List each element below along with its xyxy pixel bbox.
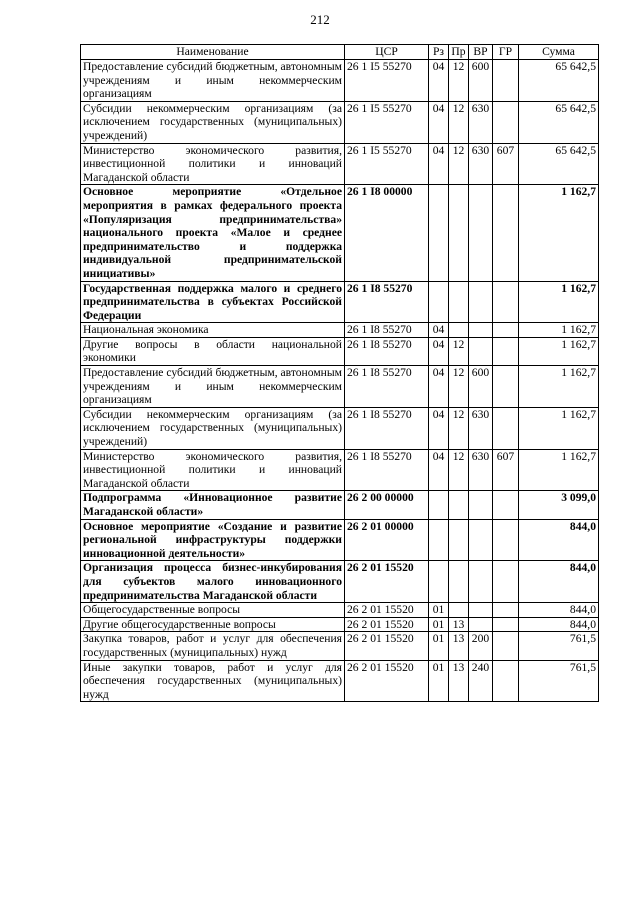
row-csr-cell: 26 1 I8 55270 <box>345 366 429 408</box>
row-sum-cell: 1 162,7 <box>519 366 599 408</box>
row-vr-cell <box>469 603 493 618</box>
table-row <box>81 660 599 702</box>
row-csr-cell: 26 1 I8 55270 <box>345 323 429 338</box>
table-row <box>81 561 599 603</box>
row-name-cell: Министерство экономического развития, инвестиционной политики и инноваций Магаданской области <box>81 449 345 491</box>
row-gr-cell <box>493 337 519 365</box>
row-vr-cell <box>469 519 493 561</box>
row-rz-cell <box>429 185 449 281</box>
row-sum-cell: 1 162,7 <box>519 337 599 365</box>
table-row <box>81 323 599 338</box>
header-sum: Сумма <box>519 45 599 60</box>
row-sum-cell: 1 162,7 <box>519 407 599 449</box>
row-vr-cell <box>469 617 493 632</box>
header-rz: Рз <box>429 45 449 60</box>
row-gr-cell <box>493 660 519 702</box>
header-pr: Пр <box>449 45 469 60</box>
row-name-cell: Подпрограмма «Инновационное развитие Магаданской области» <box>81 491 345 519</box>
row-csr-cell: 26 1 I5 55270 <box>345 60 429 102</box>
table-row <box>81 491 599 519</box>
row-name-cell: Предоставление субсидий бюджетным, автономным учреждениям и иным некоммерческим организациям <box>81 60 345 102</box>
row-name-cell: Предоставление субсидий бюджетным, автономным учреждениям и иным некоммерческим организациям <box>81 366 345 408</box>
table-row <box>81 449 599 491</box>
row-vr-cell <box>469 281 493 323</box>
row-sum-cell: 1 162,7 <box>519 185 599 281</box>
row-vr-cell: 630 <box>469 407 493 449</box>
row-gr-cell <box>493 632 519 660</box>
row-name-cell: Национальная экономика <box>81 323 345 338</box>
row-pr-cell <box>449 323 469 338</box>
table-row <box>81 617 599 632</box>
row-pr-cell: 12 <box>449 101 469 143</box>
row-rz-cell <box>429 561 449 603</box>
row-vr-cell <box>469 561 493 603</box>
row-gr-cell <box>493 603 519 618</box>
header-csr: ЦСР <box>345 45 429 60</box>
row-csr-cell: 26 1 I5 55270 <box>345 143 429 185</box>
table-row <box>81 603 599 618</box>
row-gr-cell <box>493 101 519 143</box>
row-rz-cell: 04 <box>429 323 449 338</box>
row-sum-cell: 844,0 <box>519 603 599 618</box>
row-csr-cell: 26 1 I8 55270 <box>345 407 429 449</box>
row-gr-cell <box>493 407 519 449</box>
row-gr-cell <box>493 561 519 603</box>
row-rz-cell: 04 <box>429 366 449 408</box>
row-vr-cell: 200 <box>469 632 493 660</box>
row-name-cell: Субсидии некоммерческим организациям (за исключением государственных (муниципальных) учреждений) <box>81 407 345 449</box>
row-vr-cell <box>469 323 493 338</box>
row-pr-cell <box>449 561 469 603</box>
table-row <box>81 366 599 408</box>
row-pr-cell <box>449 185 469 281</box>
row-name-cell: Государственная поддержка малого и среднего предпринимательства в субъектах Российской Федерации <box>81 281 345 323</box>
row-rz-cell: 01 <box>429 617 449 632</box>
row-rz-cell <box>429 281 449 323</box>
row-pr-cell: 13 <box>449 660 469 702</box>
row-name-cell: Министерство экономического развития, инвестиционной политики и инноваций Магаданской области <box>81 143 345 185</box>
row-csr-cell: 26 2 01 15520 <box>345 660 429 702</box>
header-gr: ГР <box>493 45 519 60</box>
row-sum-cell: 1 162,7 <box>519 281 599 323</box>
row-pr-cell: 12 <box>449 449 469 491</box>
row-pr-cell: 12 <box>449 60 469 102</box>
row-gr-cell <box>493 617 519 632</box>
row-pr-cell: 12 <box>449 143 469 185</box>
row-gr-cell <box>493 185 519 281</box>
row-sum-cell: 844,0 <box>519 617 599 632</box>
table-row <box>81 60 599 102</box>
row-pr-cell <box>449 603 469 618</box>
row-vr-cell <box>469 491 493 519</box>
row-gr-cell: 607 <box>493 449 519 491</box>
row-rz-cell: 01 <box>429 603 449 618</box>
row-vr-cell <box>469 337 493 365</box>
row-csr-cell: 26 2 01 00000 <box>345 519 429 561</box>
table-row <box>81 143 599 185</box>
row-csr-cell: 26 2 01 15520 <box>345 603 429 618</box>
table-row <box>81 407 599 449</box>
row-sum-cell: 761,5 <box>519 632 599 660</box>
table-row <box>81 337 599 365</box>
row-rz-cell: 01 <box>429 660 449 702</box>
table-row <box>81 281 599 323</box>
row-pr-cell <box>449 491 469 519</box>
row-vr-cell: 630 <box>469 449 493 491</box>
header-vr: ВР <box>469 45 493 60</box>
row-rz-cell: 04 <box>429 407 449 449</box>
row-sum-cell: 844,0 <box>519 519 599 561</box>
row-gr-cell <box>493 366 519 408</box>
row-name-cell: Иные закупки товаров, работ и услуг для обеспечения государственных (муниципальных) нужд <box>81 660 345 702</box>
budget-table <box>80 44 599 702</box>
row-csr-cell: 26 2 01 15520 <box>345 561 429 603</box>
row-pr-cell: 12 <box>449 407 469 449</box>
row-rz-cell: 04 <box>429 449 449 491</box>
row-vr-cell: 600 <box>469 366 493 408</box>
row-pr-cell <box>449 281 469 323</box>
row-gr-cell <box>493 519 519 561</box>
row-name-cell: Организация процесса бизнес-инкубирования для субъектов малого инновационного предпринимательства Магаданской области <box>81 561 345 603</box>
row-vr-cell <box>469 185 493 281</box>
row-gr-cell <box>493 60 519 102</box>
row-rz-cell: 04 <box>429 101 449 143</box>
page-number: 212 <box>310 12 330 27</box>
row-rz-cell: 04 <box>429 60 449 102</box>
row-pr-cell: 13 <box>449 632 469 660</box>
row-csr-cell: 26 2 00 00000 <box>345 491 429 519</box>
row-name-cell: Основное мероприятие «Создание и развитие региональной инфраструктуры поддержки инновационной деятельности» <box>81 519 345 561</box>
row-sum-cell: 761,5 <box>519 660 599 702</box>
row-rz-cell: 01 <box>429 632 449 660</box>
row-vr-cell: 600 <box>469 60 493 102</box>
row-pr-cell: 12 <box>449 337 469 365</box>
table-body <box>81 60 599 702</box>
row-csr-cell: 26 1 I8 00000 <box>345 185 429 281</box>
row-gr-cell: 607 <box>493 143 519 185</box>
row-vr-cell: 630 <box>469 101 493 143</box>
table-row <box>81 101 599 143</box>
row-sum-cell: 1 162,7 <box>519 449 599 491</box>
table-row <box>81 632 599 660</box>
row-rz-cell: 04 <box>429 337 449 365</box>
row-pr-cell <box>449 519 469 561</box>
row-sum-cell: 844,0 <box>519 561 599 603</box>
row-csr-cell: 26 2 01 15520 <box>345 617 429 632</box>
row-sum-cell: 3 099,0 <box>519 491 599 519</box>
row-gr-cell <box>493 323 519 338</box>
table-row <box>81 185 599 281</box>
row-name-cell: Субсидии некоммерческим организациям (за исключением государственных (муниципальных) учреждений) <box>81 101 345 143</box>
row-rz-cell <box>429 491 449 519</box>
row-sum-cell: 65 642,5 <box>519 60 599 102</box>
row-vr-cell: 630 <box>469 143 493 185</box>
row-name-cell: Общегосударственные вопросы <box>81 603 345 618</box>
row-rz-cell: 04 <box>429 143 449 185</box>
row-sum-cell: 1 162,7 <box>519 323 599 338</box>
row-name-cell: Другие общегосударственные вопросы <box>81 617 345 632</box>
row-gr-cell <box>493 281 519 323</box>
row-csr-cell: 26 1 I8 55270 <box>345 449 429 491</box>
row-csr-cell: 26 2 01 15520 <box>345 632 429 660</box>
row-rz-cell <box>429 519 449 561</box>
row-csr-cell: 26 1 I8 55270 <box>345 281 429 323</box>
table-header <box>81 45 599 60</box>
row-pr-cell: 12 <box>449 366 469 408</box>
row-gr-cell <box>493 491 519 519</box>
row-name-cell: Закупка товаров, работ и услуг для обеспечения государственных (муниципальных) нужд <box>81 632 345 660</box>
row-vr-cell: 240 <box>469 660 493 702</box>
row-name-cell: Основное мероприятие «Отдельное мероприятия в рамках федерального проекта «Популяризация предпринимательства» национального проекта «Малое и среднее предпринимательство и поддержка индивидуальной предпринимательской инициативы» <box>81 185 345 281</box>
row-name-cell: Другие вопросы в области национальной экономики <box>81 337 345 365</box>
row-csr-cell: 26 1 I5 55270 <box>345 101 429 143</box>
row-sum-cell: 65 642,5 <box>519 101 599 143</box>
row-pr-cell: 13 <box>449 617 469 632</box>
row-sum-cell: 65 642,5 <box>519 143 599 185</box>
header-name: Наименование <box>81 45 345 60</box>
table-row <box>81 519 599 561</box>
row-csr-cell: 26 1 I8 55270 <box>345 337 429 365</box>
